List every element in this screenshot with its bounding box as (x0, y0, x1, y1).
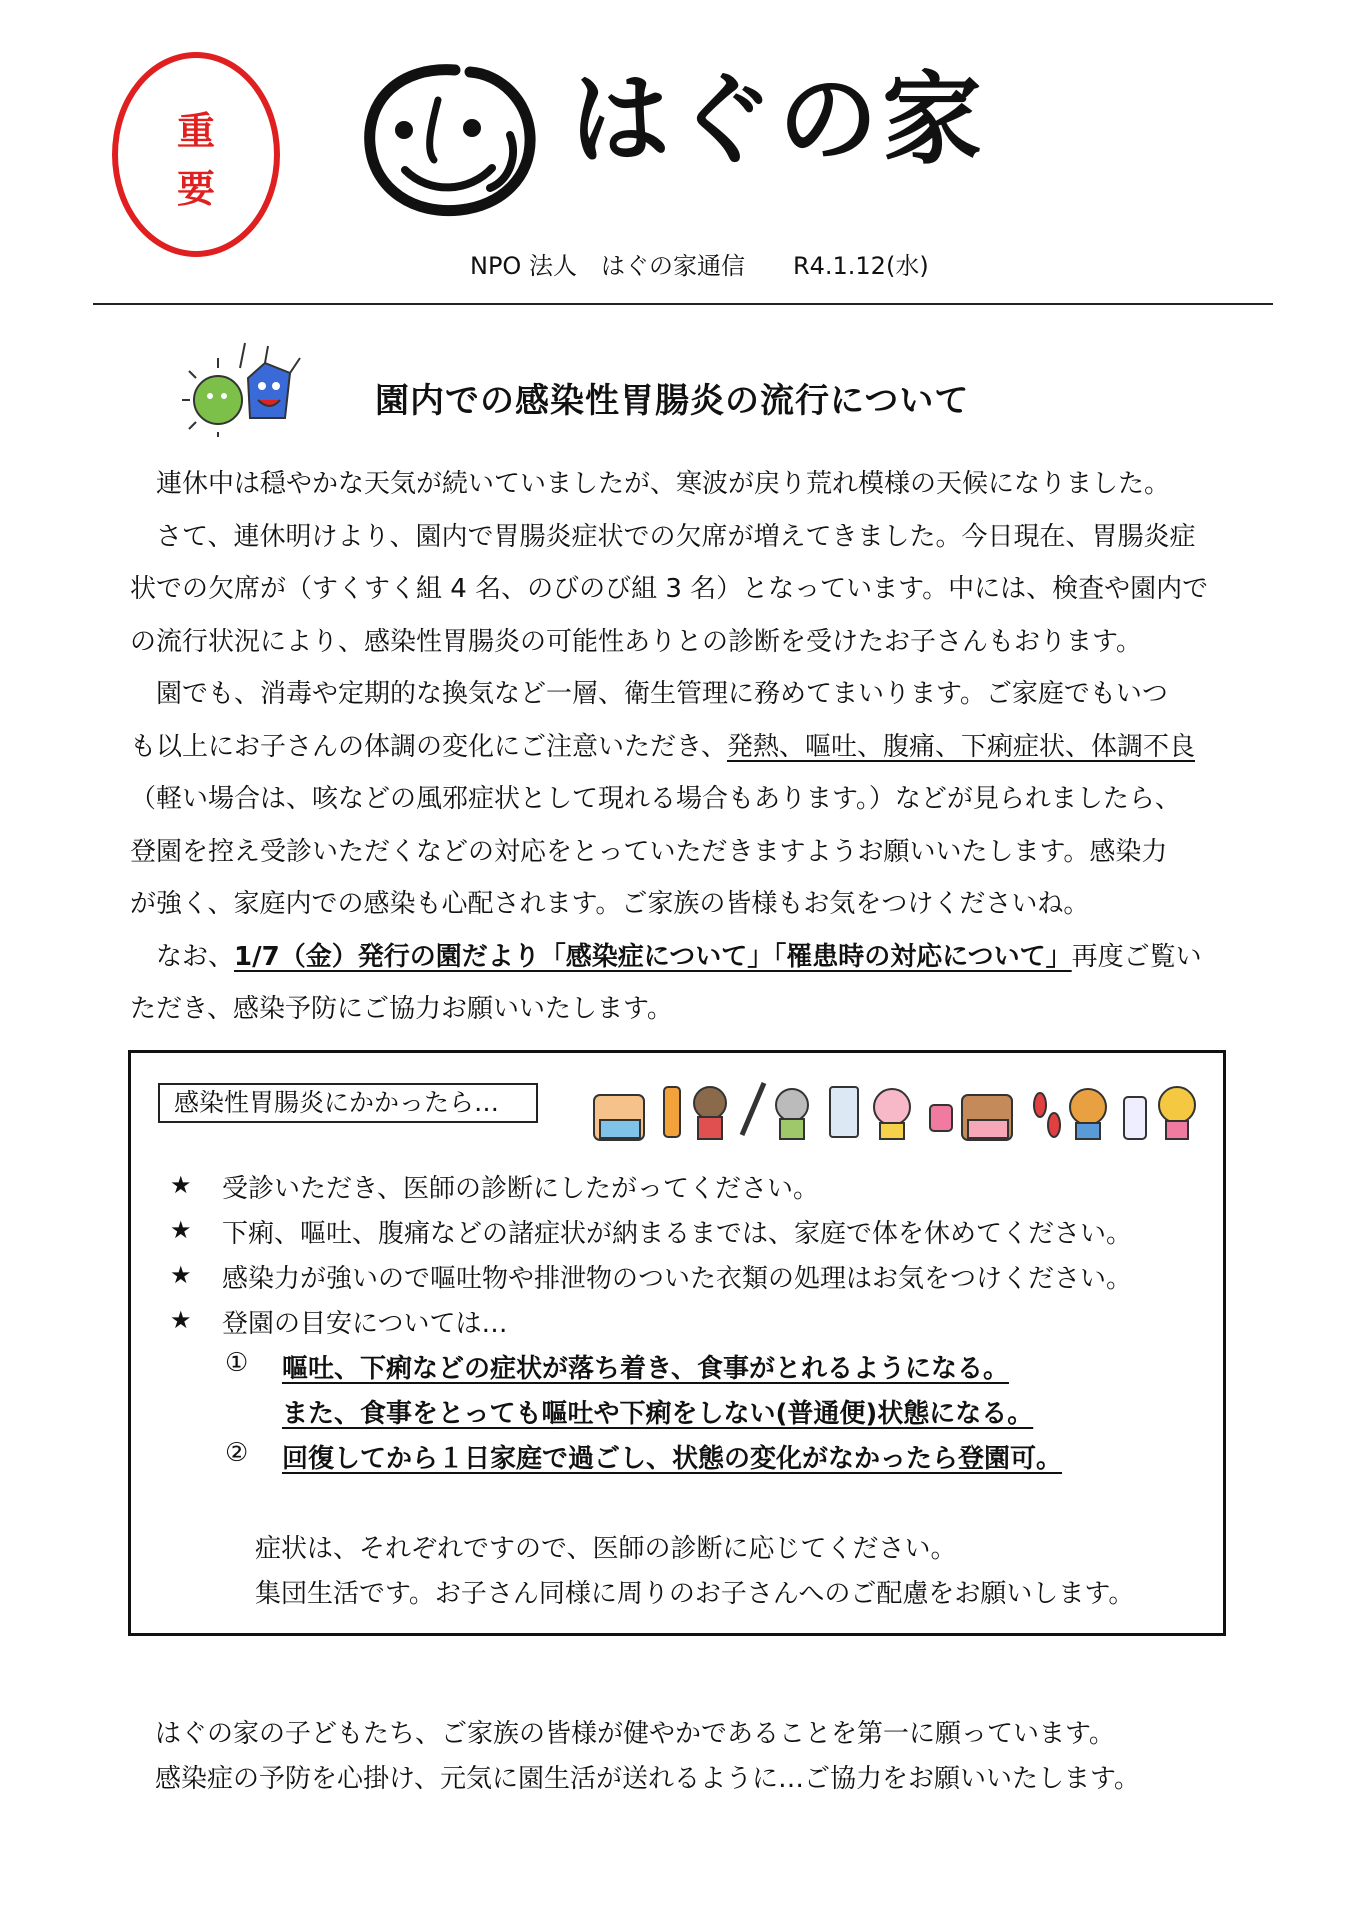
newsletter-reference: 1/7（金）発行の園だより「感染症について」「罹患時の対応について」 (234, 941, 1072, 972)
logo-wordmark: はぐの家 (570, 61, 986, 178)
bullet-star: ★ (170, 1171, 192, 1199)
paragraph-line: の流行状況により、感染性胃腸炎の可能性ありとの診断を受けたお子さんもおります。 (130, 626, 1142, 657)
paragraph-line: が強く、家庭内での感染も心配されます。ご家族の皆様もお気をつけくださいね。 (130, 889, 1090, 919)
paragraph-line: ただき、感染予防にご協力お願いいたします。 (130, 994, 673, 1024)
criterion-number: ② (225, 1438, 249, 1468)
bullet-star: ★ (170, 1216, 192, 1244)
paragraph-line: 状での欠席が（すくすく組 4 名、のびのび組 3 名）となっています。中には、検査や園内で (130, 574, 1209, 604)
article-title: 園内での感染性胃腸炎の流行について (375, 381, 970, 421)
box-note: 集団生活です。お子さん同様に周りのお子さんへのご配慮をお願いします。 (255, 1579, 1135, 1609)
sick-characters-icon (592, 1075, 1204, 1145)
list-item: 下痢、嘔吐、腹痛などの諸症状が納まるまでは、家庭で体を休めてください。 (222, 1219, 1133, 1249)
criterion-line: 嘔吐、下痢などの症状が落ち着き、食事がとれるようになる。 (282, 1354, 1009, 1384)
article-body (130, 458, 1210, 1036)
list-item: 受診いただき、医師の診断にしたがってください。 (222, 1174, 819, 1204)
criterion-number: ① (225, 1348, 249, 1378)
paragraph-line: さて、連休明けより、園内で胃腸炎症状での欠席が増えてきました。今日現在、胃腸炎症 (156, 521, 1196, 552)
newsletter-subtitle: NPO 法人 はぐの家通信 R4.1.12(水) (470, 252, 929, 280)
paragraph-line: （軽い場合は、咳などの風邪症状として現れる場合もあります。）などが見られましたら、 (130, 784, 1181, 814)
header-divider (93, 303, 1273, 305)
important-stamp (112, 52, 280, 257)
virus-characters-icon (180, 338, 310, 438)
bullet-star: ★ (170, 1261, 192, 1289)
closing-line: はぐの家の子どもたち、ご家族の皆様が健やかであることを第一に願っています。 (155, 1719, 1115, 1749)
paragraph-line: なお、1/7（金）発行の園だより「感染症について」「罹患時の対応について」再度ご覧い (156, 941, 1202, 972)
paragraph-line: も以上にお子さんの体調の変化にご注意いただき、発熱、嘔吐、腹痛、下痢症状、体調不良 (130, 731, 1195, 762)
paragraph-line: 登園を控え受診いただくなどの対応をとっていただきますようお願いいたします。感染力 (130, 836, 1168, 867)
paragraph-line: 連休中は穏やかな天気が続いていましたが、寒波が戻り荒れ模様の天候になりました。 (156, 469, 1171, 499)
info-box-label: 感染性胃腸炎にかかったら… (158, 1083, 538, 1123)
list-item: 登園の目安については… (222, 1309, 508, 1339)
symptoms-underlined: 発熱、嘔吐、腹痛、下痢症状、体調不良 (726, 731, 1195, 762)
paragraph-line: 園でも、消毒や定期的な換気など一層、衛生管理に務めてまいります。ご家庭でもいつ (156, 679, 1168, 709)
criterion-line: また、食事をとっても嘔吐や下痢をしない(普通便)状態になる。 (282, 1399, 1034, 1429)
box-note: 症状は、それぞれですので、医師の診断に応じてください。 (255, 1534, 957, 1564)
bullet-star: ★ (170, 1306, 192, 1334)
closing-line: 感染症の予防を心掛け、元気に園生活が送れるように…ご協力をお願いいたします。 (155, 1764, 1140, 1794)
stamp-char-1: 重 (176, 109, 215, 153)
criterion-line: 回復してから１日家庭で過ごし、状態の変化がなかったら登園可。 (282, 1444, 1063, 1474)
list-item: 感染力が強いので嘔吐物や排泄物のついた衣類の処理はお気をつけください。 (222, 1264, 1133, 1294)
stamp-char-2: 要 (176, 167, 215, 211)
smiley-logo-icon (360, 60, 540, 220)
